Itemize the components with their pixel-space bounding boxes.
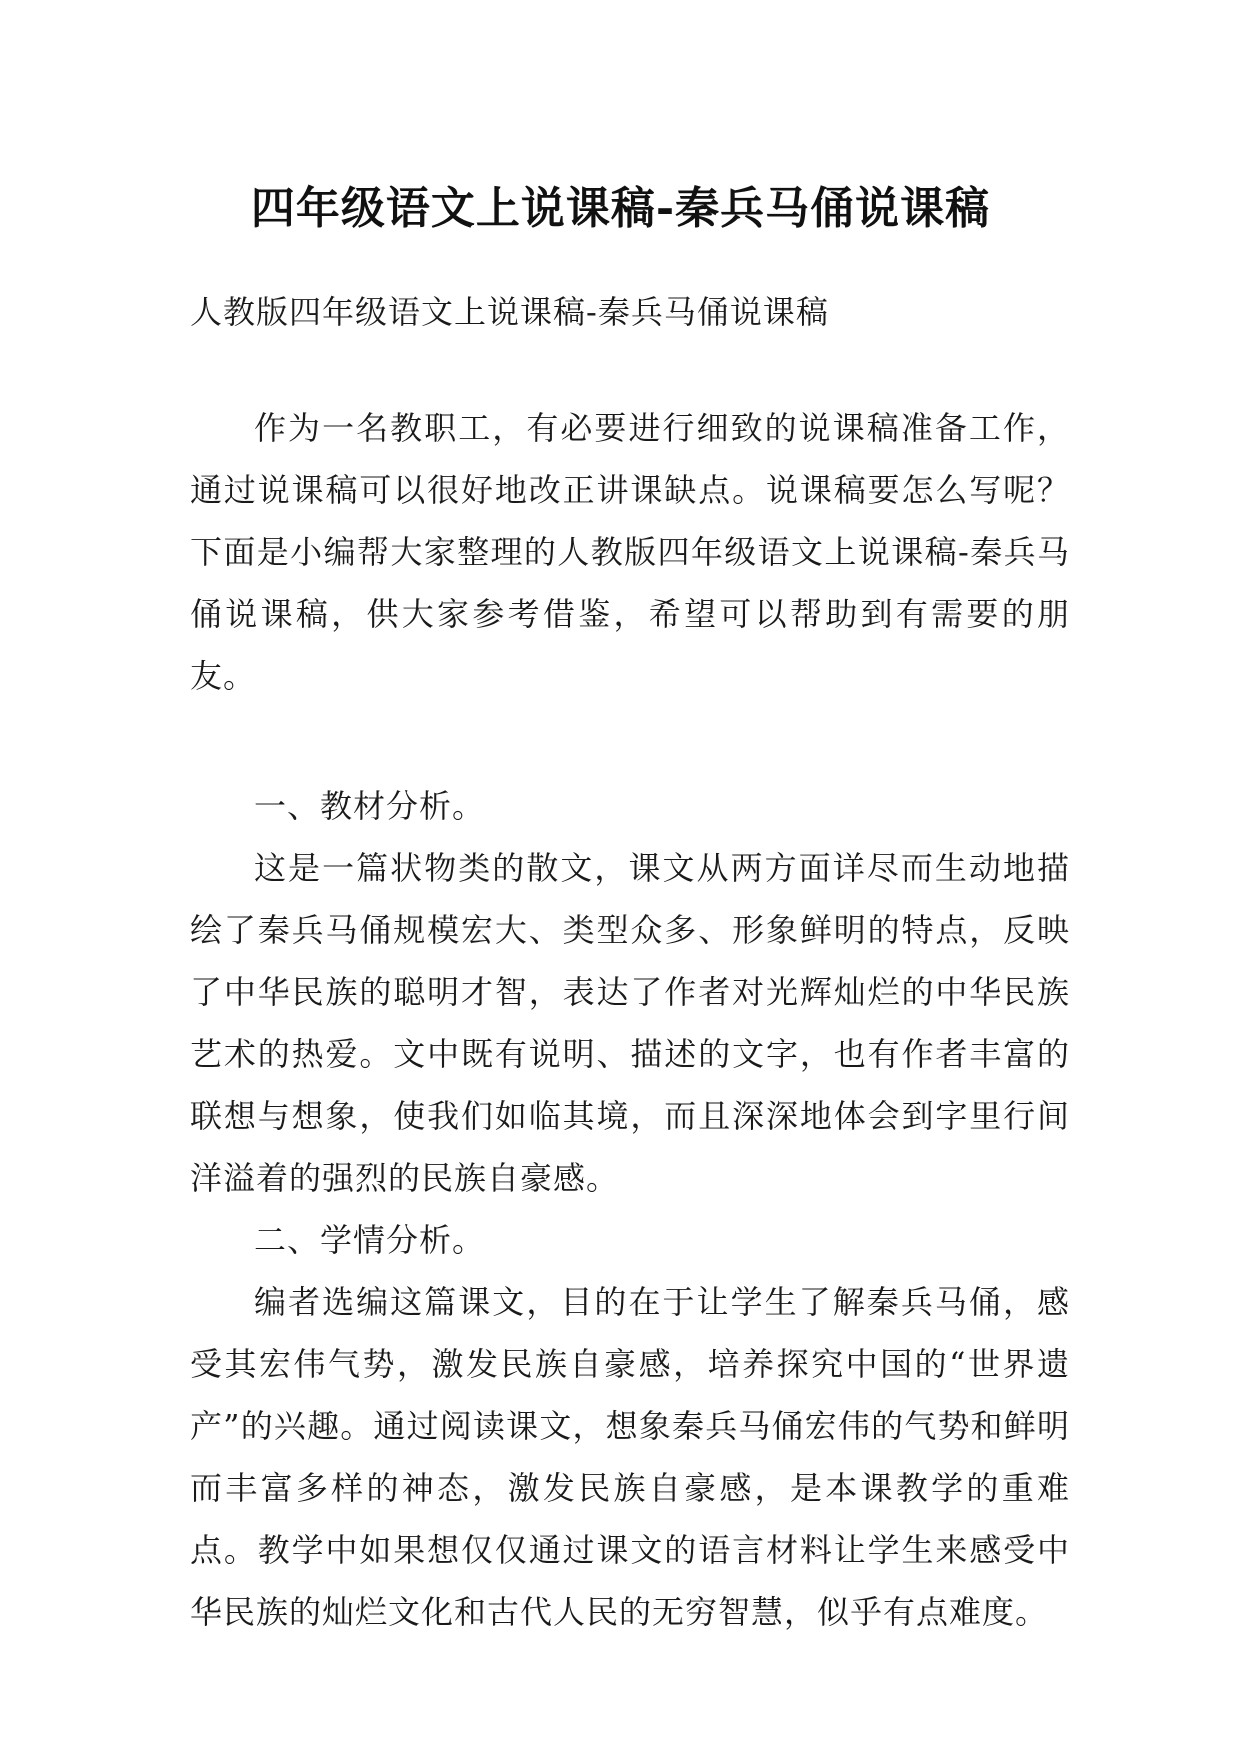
document-subtitle: 人教版四年级语文上说课稿-秦兵马俑说课稿: [190, 293, 829, 331]
spacer: [190, 336, 1070, 397]
spacer: [190, 707, 1070, 775]
document-title: 四年级语文上说课稿-秦兵马俑说课稿: [250, 183, 991, 235]
document-body: [190, 288, 1070, 1643]
intro-paragraph: 作为一名教职工，有必要进行细致的说课稿准备工作，通过说课稿可以很好地改正讲课缺点。说课稿要怎么写呢？下面是小编帮大家整理的人教版四年级语文上说课稿-秦兵马俑说课稿，供大家参考借鉴，希望可以帮助到有需要的朋友。: [190, 409, 1070, 695]
section-heading-textbook-analysis: 一、教材分析。: [254, 787, 486, 825]
student-analysis-paragraph: 编者选编这篇课文，目的在于让学生了解秦兵马俑，感受其宏伟气势，激发民族自豪感，培养探究中国的“世界遗产”的兴趣。通过阅读课文，想象秦兵马俑宏伟的气势和鲜明而丰富多样的神态，激发民族自豪感，是本课教学的重难点。教学中如果想仅仅通过课文的语言材料让学生来感受中华民族的灿烂文化和古代人民的无穷智慧，似乎有点难度。: [190, 1283, 1070, 1631]
section-heading-student-analysis: 二、学情分析。: [254, 1221, 486, 1259]
textbook-analysis-paragraph: 这是一篇状物类的散文，课文从两方面详尽而生动地描绘了秦兵马俑规模宏大、类型众多、形象鲜明的特点，反映了中华民族的聪明才智，表达了作者对光辉灿烂的中华民族艺术的热爱。文中既有说明、描述的文字，也有作者丰富的联想与想象，使我们如临其境，而且深深地体会到字里行间洋溢着的强烈的民族自豪感。: [190, 849, 1070, 1197]
